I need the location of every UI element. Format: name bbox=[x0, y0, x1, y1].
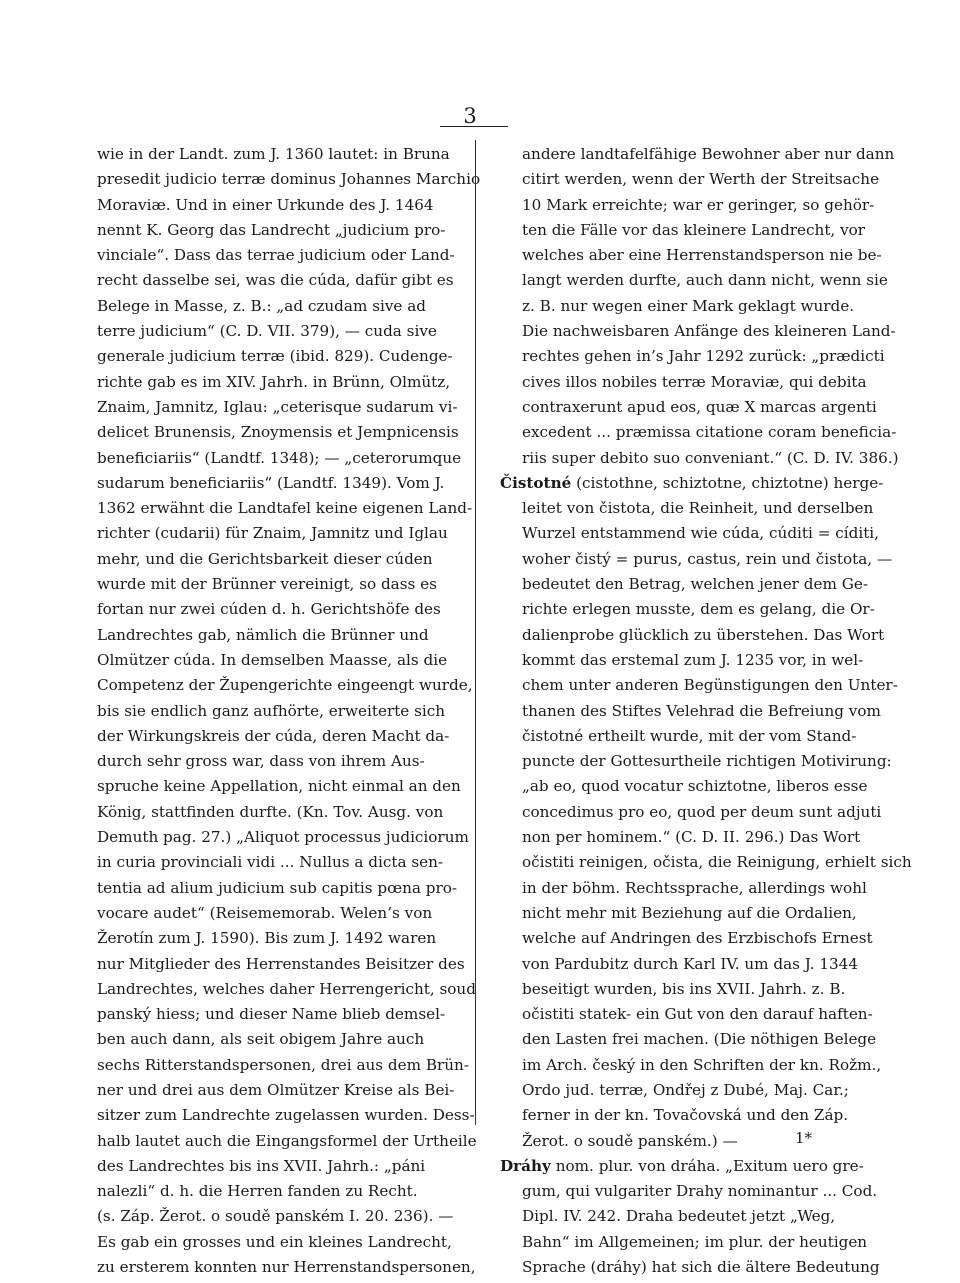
text-line: beneficiariis“ (Landtf. 1348); — „ceterorumque bbox=[97, 448, 462, 467]
line-text: riis super debito suo conveniant.“ (C. D. IV. 386.) bbox=[522, 448, 899, 467]
line-text: čistotné ertheilt wurde, mit der vom Stand- bbox=[522, 726, 857, 745]
line-text: bedeutet den Betrag, welchen jener dem Ge- bbox=[522, 575, 868, 594]
line-text: očistiti reinigen, očista, die Reinigung, erhielt sich bbox=[522, 853, 912, 872]
entry-headword: Dráhy bbox=[500, 1156, 551, 1175]
text-line: Landrechtes gab, nämlich die Brünner und bbox=[97, 625, 429, 644]
text-line: durch sehr gross war, dass von ihrem Aus- bbox=[97, 752, 425, 771]
text-line: mehr, und die Gerichtsbarkeit dieser cúden bbox=[97, 549, 433, 568]
line-text: thanen des Stiftes Velehrad die Befreiung vom bbox=[522, 701, 881, 720]
line-text: (cistothne, schiztotne, chiztotne) herge- bbox=[576, 473, 884, 492]
text-line: tentia ad alium judicium sub capitis pœna pro- bbox=[97, 878, 458, 897]
text-line: 1362 erwähnt die Landtafel keine eigenen Land- bbox=[97, 499, 473, 518]
line-text: očistiti statek- ein Gut von den darauf haften- bbox=[522, 1005, 873, 1024]
text-line: ner und drei aus dem Olmützer Kreise als Bei- bbox=[97, 1080, 455, 1099]
text-line bbox=[500, 167, 880, 192]
text-line bbox=[500, 193, 875, 218]
line-text: den Lasten frei machen. (Die nöthigen Belege bbox=[522, 1030, 877, 1049]
line-text: nom. plur. von dráha. „Exitum uero gre- bbox=[555, 1156, 864, 1175]
text-line bbox=[500, 1255, 880, 1280]
line-text: Sprache (dráhy) hat sich die ältere Bedeutung bbox=[522, 1258, 880, 1277]
line-text: chem unter anderen Begünstigungen den Unter- bbox=[522, 676, 898, 695]
text-line bbox=[500, 850, 912, 875]
text-line: (s. Záp. Žerot. o soudě panském I. 20. 236). — bbox=[97, 1207, 454, 1226]
line-text: woher čistý = purus, castus, rein und čistota, — bbox=[522, 549, 893, 568]
text-line bbox=[500, 648, 862, 673]
text-line bbox=[500, 218, 866, 243]
text-line: sudarum beneficiariis“ (Landtf. 1349). Vom J. bbox=[97, 473, 445, 492]
line-text: in der böhm. Rechtssprache, allerdings wohl bbox=[522, 878, 867, 897]
text-line bbox=[500, 977, 862, 1002]
line-text: im Arch. český in den Schriften der kn. Rožm., bbox=[522, 1055, 882, 1074]
text-line bbox=[500, 774, 868, 799]
line-text: kommt das erstemal zum J. 1235 vor, in wel- bbox=[522, 650, 864, 669]
text-line: Znaim, Jamnitz, Iglau: „ceterisque sudarum vi- bbox=[97, 397, 458, 416]
text-line bbox=[500, 825, 862, 850]
text-line: nur Mitglieder des Herrenstandes Beisitzer des bbox=[97, 954, 465, 973]
text-line: terre judicium“ (C. D. VII. 379), — cuda sive bbox=[97, 322, 437, 341]
line-text: dalienprobe glücklich zu überstehen. Das Wort bbox=[522, 625, 885, 644]
line-text: concedimus pro eo, quod per deum sunt adjuti bbox=[522, 802, 882, 821]
text-line: recht dasselbe sei, was die cúda, dafür gibt es bbox=[97, 271, 454, 290]
text-line bbox=[500, 1204, 862, 1229]
line-text: Wurzel entstammend wie cúda, cúditi = cíditi, bbox=[522, 524, 879, 543]
text-line: Es gab ein grosses und ein kleines Landrecht, bbox=[97, 1232, 452, 1251]
text-line: zu ersterem konnten nur Herrenstandspersonen, bbox=[97, 1258, 476, 1277]
text-line: nennt K. Georg das Landrecht „judicium pro- bbox=[97, 220, 446, 239]
text-line: König, stattfinden durfte. (Kn. Tov. Ausg. von bbox=[97, 802, 444, 821]
entry-line bbox=[500, 1154, 862, 1179]
line-text: 10 Mark erreichte; war er geringer, so gehör- bbox=[522, 195, 875, 214]
line-text: Ordo jud. terræ, Ondřej z Dubé, Maj. Car.; bbox=[522, 1080, 849, 1099]
line-text: leitet von čistota, die Reinheit, und derselben bbox=[522, 499, 874, 518]
line-text: ferner in der kn. Tovačovská und den Záp. bbox=[522, 1106, 849, 1125]
text-line bbox=[500, 901, 862, 926]
text-line: wie in der Landt. zum J. 1360 lautet: in Bruna bbox=[97, 145, 450, 163]
text-line: wurde mit der Brünner vereinigt, so dass es bbox=[97, 575, 437, 594]
text-line: Olmützer cúda. In demselben Maasse, als die bbox=[97, 650, 448, 669]
text-line: sechs Ritterstandspersonen, drei aus dem Brün- bbox=[97, 1055, 469, 1074]
text-line: in curia provinciali vidi ... Nullus a dicta sen- bbox=[97, 853, 444, 872]
text-line bbox=[500, 1078, 862, 1103]
text-line bbox=[500, 268, 888, 293]
line-text: Dipl. IV. 242. Draha bedeutet jetzt „Weg, bbox=[522, 1207, 836, 1226]
text-line: Competenz der Župengerichte eingeengt wurde, bbox=[97, 676, 473, 695]
line-text: beseitigt wurden, bis ins XVII. Jahrh. z. B. bbox=[522, 979, 846, 998]
text-line: generale judicium terræ (ibid. 829). Cudenge- bbox=[97, 347, 453, 366]
text-line bbox=[500, 800, 882, 825]
text-line bbox=[500, 142, 895, 167]
text-line bbox=[500, 1179, 878, 1204]
text-line bbox=[500, 572, 868, 597]
text-line bbox=[500, 395, 877, 420]
text-line bbox=[500, 344, 885, 369]
line-text: andere landtafelfähige Bewohner aber nur dann bbox=[522, 145, 895, 163]
line-text: nicht mehr mit Beziehung auf die Ordalien, bbox=[522, 903, 857, 922]
line-text: citirt werden, wenn der Werth der Streitsache bbox=[522, 170, 880, 189]
text-line: Belege in Masse, z. B.: „ad czudam sive ad bbox=[97, 296, 427, 315]
text-line: Demuth pag. 27.) „Aliquot processus judiciorum bbox=[97, 828, 469, 847]
text-line: ben auch dann, als seit obigem Jahre auch bbox=[97, 1030, 425, 1049]
text-line: des Landrechtes bis ins XVII. Jahrh.: „páni bbox=[97, 1156, 426, 1175]
text-line bbox=[500, 521, 879, 546]
text-line: panský hiess; und dieser Name blieb demsel- bbox=[97, 1005, 446, 1024]
text-line: Moraviæ. Und in einer Urkunde des J. 1464 bbox=[97, 195, 434, 214]
text-line: nalezli“ d. h. die Herren fanden zu Recht. bbox=[97, 1182, 418, 1201]
text-line: sitzer zum Landrechte zugelassen wurden. Dess- bbox=[97, 1106, 475, 1125]
line-text: von Pardubitz durch Karl IV. um das J. 1344 bbox=[522, 954, 859, 973]
text-line bbox=[500, 294, 862, 319]
text-line bbox=[500, 319, 896, 344]
line-text: cives illos nobiles terræ Moraviæ, qui debita bbox=[522, 372, 867, 391]
text-line bbox=[500, 952, 862, 977]
line-text: ten die Fälle vor das kleinere Landrecht, vor bbox=[522, 220, 866, 239]
text-line bbox=[500, 420, 897, 445]
line-text: Žerot. o soudě panském.) — bbox=[522, 1131, 738, 1150]
line-text: Die nachweisbaren Anfänge des kleineren Land- bbox=[522, 322, 896, 341]
text-line: halb lautet auch die Eingangsformel der Urtheile bbox=[97, 1131, 477, 1150]
line-text: langt werden durfte, auch dann nicht, wenn sie bbox=[522, 271, 888, 290]
text-line bbox=[500, 1103, 862, 1128]
text-line bbox=[500, 876, 867, 901]
signature-mark: 1* bbox=[795, 1129, 813, 1147]
text-line bbox=[500, 1053, 882, 1078]
entry-line bbox=[500, 471, 884, 496]
text-line bbox=[500, 699, 881, 724]
text-line: delicet Brunensis, Znoymensis et Jempnicensis bbox=[97, 423, 459, 442]
line-text: excedent ... præmissa citatione coram beneficia- bbox=[522, 423, 897, 442]
line-text: z. B. nur wegen einer Mark geklagt wurde. bbox=[522, 296, 855, 315]
text-line bbox=[500, 749, 892, 774]
text-line bbox=[500, 1230, 868, 1255]
text-line bbox=[500, 547, 893, 572]
page-number: 3 bbox=[463, 104, 477, 128]
text-line bbox=[500, 243, 882, 268]
line-text: welche auf Andringen des Erzbischofs Ernest bbox=[522, 929, 873, 948]
text-line bbox=[500, 673, 898, 698]
line-text: non per hominem.“ (C. D. II. 296.) Das Wort bbox=[522, 828, 861, 847]
text-line bbox=[500, 446, 899, 471]
text-line bbox=[500, 926, 873, 951]
line-text: Bahn“ im Allgemeinen; im plur. der heutigen bbox=[522, 1232, 868, 1251]
column-divider bbox=[475, 140, 476, 1125]
right-column bbox=[500, 142, 912, 1280]
text-line bbox=[500, 370, 867, 395]
line-text: gum, qui vulgariter Drahy nominantur ... Cod. bbox=[522, 1182, 878, 1201]
entry-headword: Čistotné bbox=[500, 473, 572, 492]
text-line: fortan nur zwei cúden d. h. Gerichtshöfe des bbox=[97, 600, 441, 619]
line-text: richte erlegen musste, dem es gelang, die Or- bbox=[522, 600, 875, 619]
left-column bbox=[97, 142, 481, 1280]
line-text: „ab eo, quod vocatur schiztotne, liberos esse bbox=[522, 777, 868, 796]
text-line: richte gab es im XIV. Jahrh. in Brünn, Olmütz, bbox=[97, 372, 451, 391]
line-text: welches aber eine Herrenstandsperson nie be- bbox=[522, 246, 882, 265]
text-line bbox=[500, 724, 862, 749]
text-line bbox=[500, 1002, 873, 1027]
text-line: der Wirkungskreis der cúda, deren Macht da- bbox=[97, 726, 450, 745]
text-line: vinciale“. Dass das terrae judicium oder Land- bbox=[97, 246, 455, 265]
text-line: richter (cudarii) für Znaim, Jamnitz und Iglau bbox=[97, 524, 448, 543]
text-line: presedit judicio terræ dominus Johannes Marchio bbox=[97, 170, 481, 189]
text-line: bis sie endlich ganz aufhörte, erweiterte sich bbox=[97, 701, 446, 720]
line-text: rechtes gehen in’s Jahr 1292 zurück: „prædicti bbox=[522, 347, 885, 366]
text-line: Landrechtes, welches daher Herrengericht, soud bbox=[97, 979, 476, 998]
text-line bbox=[500, 496, 874, 521]
text-line bbox=[500, 597, 875, 622]
header-rule bbox=[440, 126, 508, 127]
text-line: Žerotín zum J. 1590). Bis zum J. 1492 waren bbox=[97, 929, 437, 948]
text-line bbox=[500, 623, 885, 648]
text-line: vocare audet“ (Reisememorab. Welen’s von bbox=[97, 903, 433, 922]
text-line: spruche keine Appellation, nicht einmal an den bbox=[97, 777, 461, 796]
text-line bbox=[500, 1027, 877, 1052]
line-text: puncte der Gottesurtheile richtigen Motivirung: bbox=[522, 752, 892, 771]
line-text: contraxerunt apud eos, quæ X marcas argenti bbox=[522, 397, 877, 416]
